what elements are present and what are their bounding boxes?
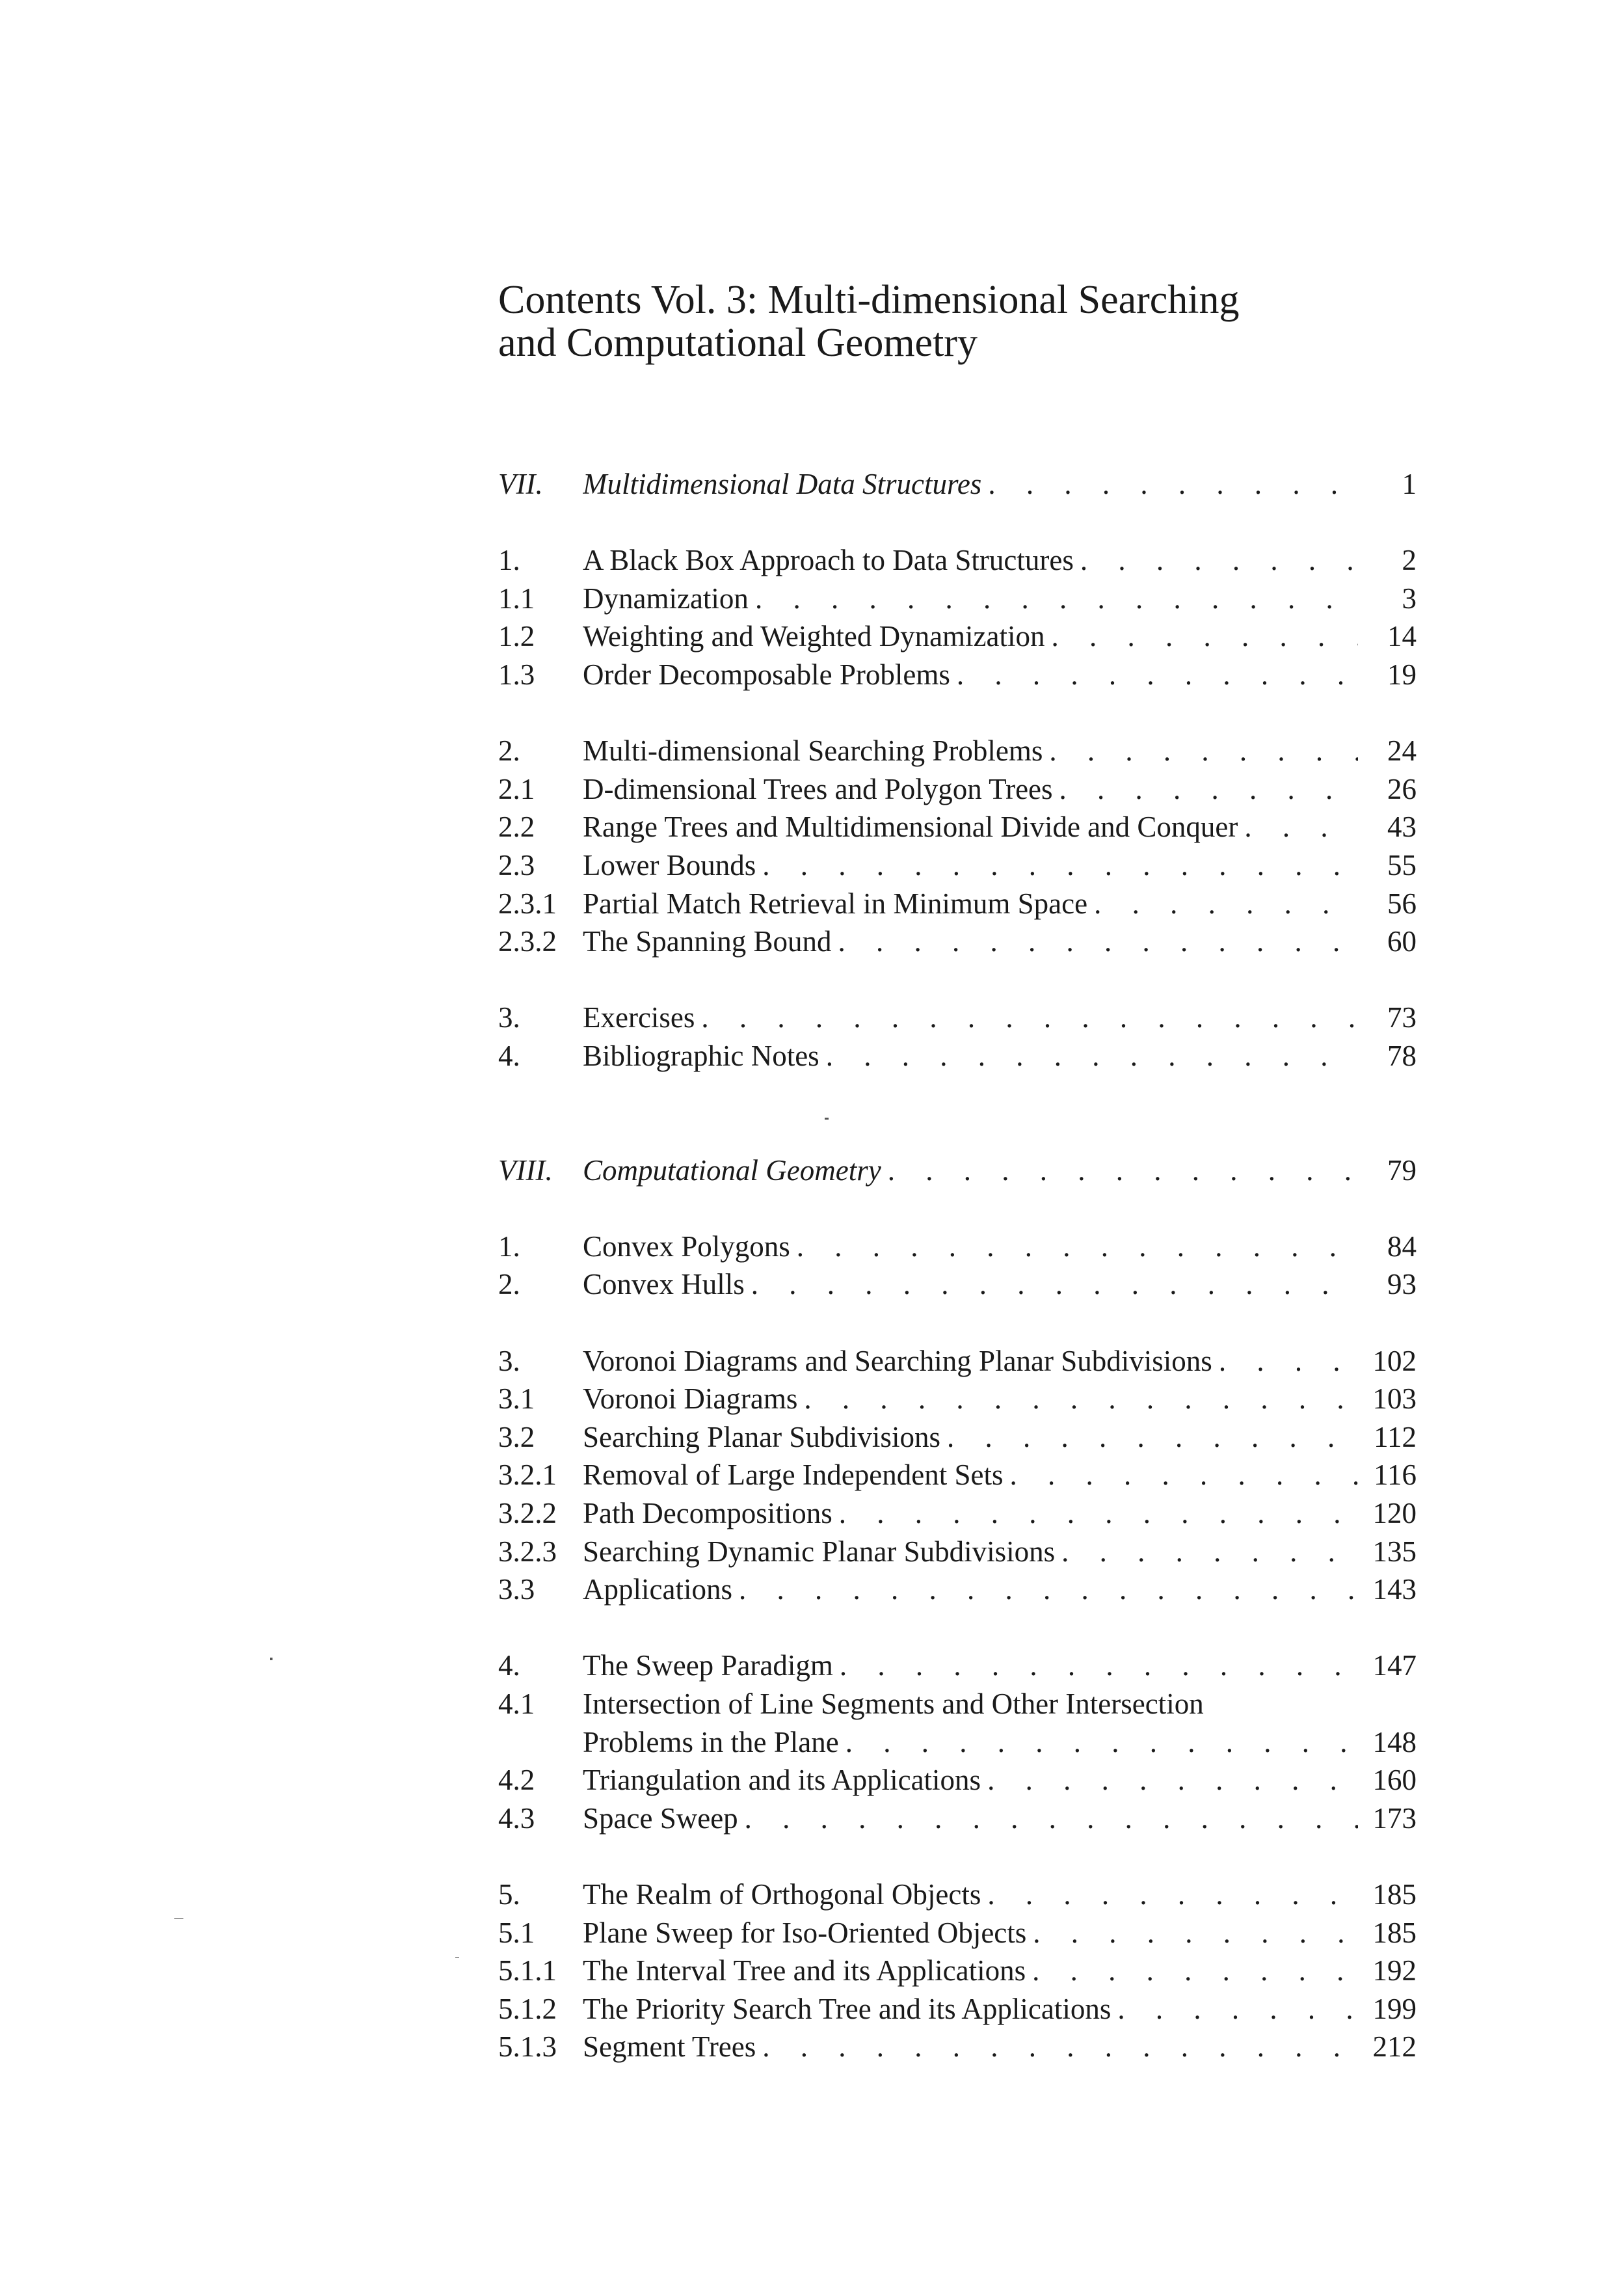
- leader-dots: [940, 1418, 1358, 1457]
- leader-dots: [745, 1265, 1358, 1304]
- entry-number: 3.2.1: [498, 1459, 557, 1492]
- scan-speck: [455, 1957, 459, 1958]
- leader-dots: [1238, 808, 1358, 846]
- leader-dots: [981, 465, 1358, 504]
- toc-entry[interactable]: [498, 1876, 1417, 1914]
- toc-entry[interactable]: [498, 656, 1417, 694]
- entry-title: Convex Polygons: [583, 1230, 790, 1263]
- page-number: 56: [1387, 887, 1417, 920]
- leader-dots: [832, 1494, 1358, 1533]
- entry-title: Bibliographic Notes: [583, 1039, 819, 1072]
- page-number: 143: [1372, 1573, 1417, 1606]
- toc-entry[interactable]: [498, 1265, 1417, 1304]
- toc-entry[interactable]: [498, 1494, 1417, 1533]
- leader-dots: [695, 999, 1358, 1037]
- page-number: 43: [1387, 811, 1417, 844]
- entry-number: 5.1.3: [498, 2030, 557, 2064]
- section-heading-vii[interactable]: [498, 465, 1417, 504]
- section-heading-viii[interactable]: [498, 1151, 1417, 1190]
- section-title: Computational Geometry: [583, 1153, 881, 1187]
- scan-speck: [270, 1658, 273, 1660]
- leader-dots: [950, 656, 1358, 694]
- toc-entry[interactable]: [498, 1685, 1417, 1761]
- entry-title: Voronoi Diagrams: [583, 1382, 798, 1416]
- entry-number: 4.3: [498, 1801, 535, 1835]
- leader-dots: [1212, 1342, 1358, 1380]
- entry-number: 4.2: [498, 1764, 535, 1797]
- leader-dots: [981, 1761, 1358, 1799]
- entry-title: The Priority Search Tree and its Applications: [583, 1992, 1112, 2025]
- page-number: 160: [1372, 1764, 1417, 1797]
- toc-entry[interactable]: [498, 1799, 1417, 1838]
- leader-dots: [881, 1151, 1358, 1190]
- entry-title: The Interval Tree and its Applications: [583, 1954, 1026, 1987]
- entry-number: 1.1: [498, 582, 535, 615]
- page-number: 102: [1372, 1344, 1417, 1377]
- page-number: 60: [1387, 925, 1417, 958]
- toc-entry[interactable]: [498, 770, 1417, 809]
- leader-dots: [1045, 617, 1358, 656]
- toc-entry[interactable]: [498, 1342, 1417, 1380]
- toc-entry[interactable]: [498, 922, 1417, 961]
- leader-dots: [1053, 770, 1358, 809]
- entry-number: 5.1: [498, 1916, 535, 1949]
- page-number: 79: [1387, 1153, 1417, 1187]
- entry-number: 5.1.1: [498, 1954, 557, 1987]
- page-number: 120: [1372, 1497, 1417, 1530]
- toc-entry[interactable]: [498, 1380, 1417, 1418]
- entry-number: 2.1: [498, 772, 535, 805]
- entry-title: D-dimensional Trees and Polygon Trees: [583, 772, 1053, 805]
- entry-title: The Sweep Paradigm: [583, 1649, 833, 1682]
- toc-entry[interactable]: [498, 999, 1417, 1037]
- toc-entry[interactable]: [498, 1990, 1417, 2028]
- leader-dots: [749, 580, 1358, 618]
- entry-number: 3.2.3: [498, 1535, 557, 1568]
- leader-dots: [1003, 1456, 1358, 1494]
- toc-entry[interactable]: [498, 2028, 1417, 2066]
- page-number: 147: [1372, 1649, 1417, 1682]
- entry-number: 1.: [498, 1230, 520, 1263]
- entry-title: Searching Planar Subdivisions: [583, 1420, 940, 1453]
- page-number: 26: [1387, 772, 1417, 805]
- entry-title: The Spanning Bound: [583, 925, 832, 958]
- leader-dots: [732, 1570, 1358, 1609]
- page-number: 185: [1372, 1878, 1417, 1911]
- toc-entry[interactable]: [498, 1952, 1417, 1990]
- toc-entry[interactable]: [498, 732, 1417, 770]
- leader-dots: [981, 1876, 1358, 1914]
- toc-entry[interactable]: [498, 1570, 1417, 1609]
- entry-title: Weighting and Weighted Dynamization: [583, 620, 1045, 653]
- entry-title: Order Decomposable Problems: [583, 658, 950, 691]
- page-number: 185: [1372, 1916, 1417, 1949]
- page-number: 2: [1402, 544, 1417, 577]
- table-of-contents: [498, 465, 1417, 2066]
- entry-title: Applications: [583, 1573, 732, 1606]
- page-number: 116: [1374, 1459, 1417, 1492]
- entry-title: Space Sweep: [583, 1801, 738, 1835]
- toc-entry[interactable]: [498, 1647, 1417, 1685]
- entry-title: Segment Trees: [583, 2030, 756, 2064]
- entry-number: 2.3.1: [498, 887, 557, 920]
- page-number: 84: [1387, 1230, 1417, 1263]
- page-number: 1: [1402, 468, 1417, 500]
- entry-number: 3.2.2: [498, 1497, 557, 1530]
- leader-dots: [831, 922, 1358, 961]
- page-number: 78: [1387, 1039, 1417, 1072]
- leader-dots: [1026, 1952, 1358, 1990]
- entry-number: 3.2: [498, 1420, 535, 1453]
- leader-dots: [756, 846, 1358, 885]
- leader-dots: [756, 2028, 1358, 2066]
- leader-dots: [833, 1647, 1358, 1685]
- leader-dots: [839, 1723, 1358, 1762]
- page-number: 55: [1387, 848, 1417, 882]
- toc-entry[interactable]: [498, 1914, 1417, 1952]
- leader-dots: [1026, 1914, 1358, 1952]
- toc-entry[interactable]: [498, 1037, 1417, 1075]
- page-number: 212: [1372, 2030, 1417, 2064]
- section-number: VII.: [498, 468, 543, 500]
- toc-entry[interactable]: [498, 541, 1417, 580]
- entry-number: 3.3: [498, 1573, 535, 1606]
- entry-title-continued: Problems in the Plane: [583, 1725, 839, 1758]
- entry-number: 1.: [498, 544, 520, 577]
- section-title: Multidimensional Data Structures: [583, 468, 982, 500]
- leader-dots: [819, 1037, 1358, 1075]
- toc-entry[interactable]: [498, 1761, 1417, 1799]
- leader-dots: [1043, 732, 1358, 770]
- entry-number: 2.3.2: [498, 925, 557, 958]
- page-number: 24: [1387, 734, 1417, 768]
- title-line-2: and Computational Geometry: [498, 321, 978, 365]
- entry-number: 4.: [498, 1039, 520, 1072]
- entry-number: 2.3: [498, 848, 535, 882]
- page-number: 135: [1372, 1535, 1417, 1568]
- entry-number: 1.3: [498, 658, 535, 691]
- toc-entry[interactable]: [498, 580, 1417, 618]
- scan-speck: [825, 1118, 829, 1120]
- leader-dots: [738, 1799, 1358, 1838]
- title-line-1: Contents Vol. 3: Multi-dimensional Searching: [498, 278, 1240, 322]
- entry-title: Searching Dynamic Planar Subdivisions: [583, 1535, 1056, 1568]
- entry-title: Partial Match Retrieval in Minimum Space: [583, 887, 1088, 920]
- toc-entry[interactable]: [498, 846, 1417, 885]
- entry-title: Multi-dimensional Searching Problems: [583, 734, 1043, 768]
- entry-title: Convex Hulls: [583, 1268, 745, 1301]
- page-number: 112: [1374, 1420, 1417, 1453]
- page-number: 93: [1387, 1268, 1417, 1301]
- entry-title: Intersection of Line Segments and Other Intersection: [583, 1688, 1204, 1720]
- page-number: 192: [1372, 1954, 1417, 1987]
- entry-title: The Realm of Orthogonal Objects: [583, 1878, 981, 1911]
- page-title: [498, 278, 1474, 364]
- entry-number: 4.: [498, 1649, 520, 1682]
- entry-title: A Black Box Approach to Data Structures: [583, 544, 1074, 577]
- toc-entry[interactable]: [498, 1228, 1417, 1266]
- leader-dots: [797, 1380, 1358, 1418]
- entry-title: Removal of Large Independent Sets: [583, 1459, 1004, 1492]
- leader-dots: [1055, 1533, 1358, 1571]
- page-number: 148: [1372, 1725, 1417, 1758]
- entry-title: Exercises: [583, 1001, 695, 1034]
- entry-number: 5.: [498, 1878, 520, 1911]
- entry-number: 2.: [498, 734, 520, 768]
- scan-speck: [174, 1918, 183, 1919]
- page-number: 19: [1387, 658, 1417, 691]
- toc-entry[interactable]: [498, 1533, 1417, 1571]
- entry-title: Dynamization: [583, 582, 749, 615]
- entry-title: Path Decompositions: [583, 1497, 832, 1530]
- page-number: 73: [1387, 1001, 1417, 1034]
- entry-title: Triangulation and its Applications: [583, 1764, 981, 1797]
- section-number: VIII.: [498, 1153, 553, 1187]
- toc-entry[interactable]: [498, 617, 1417, 656]
- entry-number: 5.1.2: [498, 1992, 557, 2025]
- toc-entry[interactable]: [498, 808, 1417, 846]
- entry-number: 3.1: [498, 1382, 535, 1416]
- page-number: 199: [1372, 1992, 1417, 2025]
- leader-dots: [1074, 541, 1358, 580]
- entry-title: Lower Bounds: [583, 848, 756, 882]
- entry-number: 2.: [498, 1268, 520, 1301]
- entry-title: Range Trees and Multidimensional Divide and Conquer: [583, 811, 1238, 844]
- leader-dots: [790, 1228, 1358, 1266]
- page-number: 14: [1387, 620, 1417, 653]
- entry-number: 3.: [498, 1001, 520, 1034]
- toc-entry[interactable]: [498, 1418, 1417, 1457]
- leader-dots: [1087, 885, 1358, 923]
- entry-title: Voronoi Diagrams and Searching Planar Subdivisions: [583, 1344, 1212, 1377]
- entry-title: Plane Sweep for Iso-Oriented Objects: [583, 1916, 1027, 1949]
- entry-number: 3.: [498, 1344, 520, 1377]
- page-number: 3: [1402, 582, 1417, 615]
- entry-number: 1.2: [498, 620, 535, 653]
- entry-number: 4.1: [498, 1688, 535, 1720]
- page-number: 103: [1372, 1382, 1417, 1416]
- entry-number: 2.2: [498, 811, 535, 844]
- leader-dots: [1111, 1990, 1358, 2028]
- page-number: 173: [1372, 1801, 1417, 1835]
- toc-entry[interactable]: [498, 885, 1417, 923]
- toc-entry[interactable]: [498, 1456, 1417, 1494]
